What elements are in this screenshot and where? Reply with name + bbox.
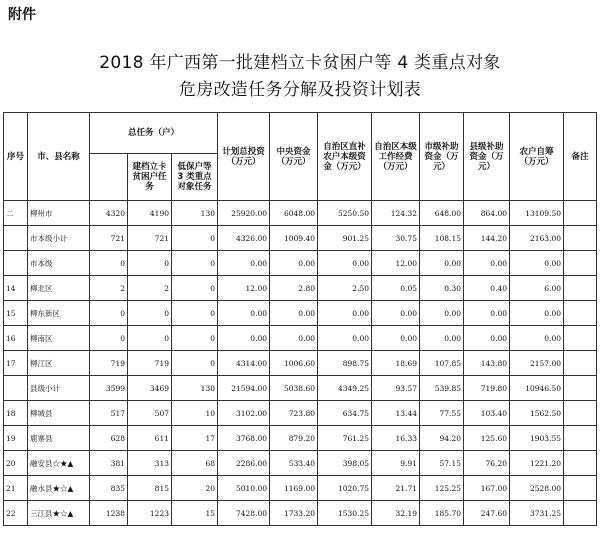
cell-city: 107.85: [420, 351, 464, 376]
cell-poor: 721: [128, 226, 172, 251]
header-remarks: 备注: [564, 113, 597, 201]
cell-invest: 12.00: [218, 276, 270, 301]
cell-central: 1006.60: [270, 351, 318, 376]
cell-county: 0.40: [464, 276, 510, 301]
cell-work: 12.00: [372, 251, 420, 276]
cell-note: [564, 426, 597, 451]
header-region-subsidy: 自治区直补农户本级资金（万元）: [318, 113, 372, 201]
cell-work: 0.00: [372, 326, 420, 351]
cell-central: 2.80: [270, 276, 318, 301]
cell-city: 185.70: [420, 501, 464, 526]
header-total-investment: 计划总投资（万元）: [218, 113, 270, 201]
cell-low: 10: [172, 401, 218, 426]
cell-total: 835: [90, 476, 128, 501]
cell-work: 93.57: [372, 376, 420, 401]
cell-invest: 4314.00: [218, 351, 270, 376]
cell-total: 0: [90, 301, 128, 326]
cell-name: 柳北区: [28, 276, 90, 301]
cell-region: 901.25: [318, 226, 372, 251]
cell-central: 1733.20: [270, 501, 318, 526]
document-title-line1: 2018 年广西第一批建档立卡贫困户等 4 类重点对象: [99, 53, 501, 73]
cell-work: 124.32: [372, 201, 420, 226]
cell-no: 16: [4, 326, 28, 351]
header-name: 市、县名称: [28, 113, 90, 201]
cell-self: 1903.55: [510, 426, 564, 451]
header-county-subsidy: 县级补助资金（万元）: [464, 113, 510, 201]
cell-no: 二: [4, 201, 28, 226]
cell-name: 市本级小计: [28, 226, 90, 251]
cell-invest: 0.00: [218, 301, 270, 326]
cell-work: 32.19: [372, 501, 420, 526]
cell-low: 0: [172, 276, 218, 301]
cell-low: 130: [172, 201, 218, 226]
cell-total: 1238: [90, 501, 128, 526]
header-total-sub: [90, 154, 128, 201]
cell-county: 0.00: [464, 251, 510, 276]
cell-name: 市本级: [28, 251, 90, 276]
cell-county: 103.40: [464, 401, 510, 426]
table-body: [4, 201, 597, 526]
cell-self: 13109.50: [510, 201, 564, 226]
table-row: [4, 201, 597, 226]
cell-no: 18: [4, 401, 28, 426]
cell-self: 0.00: [510, 301, 564, 326]
cell-central: 0.00: [270, 301, 318, 326]
cell-no: 15: [4, 301, 28, 326]
cell-low: 0: [172, 226, 218, 251]
cell-county: 719.80: [464, 376, 510, 401]
cell-poor: 719: [128, 351, 172, 376]
cell-poor: 0: [128, 301, 172, 326]
table-row: [4, 251, 597, 276]
cell-invest: 5010.00: [218, 476, 270, 501]
cell-invest: 3102.00: [218, 401, 270, 426]
cell-region: 5250.50: [318, 201, 372, 226]
table-row: [4, 326, 597, 351]
cell-total: 3599: [90, 376, 128, 401]
cell-central: 1169.00: [270, 476, 318, 501]
table-row: [4, 501, 597, 526]
cell-city: 648.00: [420, 201, 464, 226]
cell-region: 2.50: [318, 276, 372, 301]
cell-central: 6048.00: [270, 201, 318, 226]
cell-name: 柳城县: [28, 401, 90, 426]
cell-note: [564, 451, 597, 476]
cell-note: [564, 501, 597, 526]
cell-no: [4, 226, 28, 251]
cell-low: 68: [172, 451, 218, 476]
cell-county: 144.20: [464, 226, 510, 251]
header-poor-households: 建档立卡贫困户任务: [128, 154, 172, 201]
cell-poor: 4190: [128, 201, 172, 226]
cell-note: [564, 376, 597, 401]
cell-work: 0.05: [372, 276, 420, 301]
attachment-label: 附件: [8, 7, 36, 23]
cell-no: [4, 376, 28, 401]
cell-poor: 0: [128, 251, 172, 276]
cell-note: [564, 276, 597, 301]
cell-low: 15: [172, 501, 218, 526]
cell-name: 柳州市: [28, 201, 90, 226]
cell-city: 0.00: [420, 251, 464, 276]
cell-invest: 25920.00: [218, 201, 270, 226]
cell-invest: 3768.00: [218, 426, 270, 451]
cell-invest: 0.00: [218, 251, 270, 276]
cell-county: 864.00: [464, 201, 510, 226]
cell-region: 0.00: [318, 301, 372, 326]
table-row: [4, 351, 597, 376]
cell-total: 4320: [90, 201, 128, 226]
cell-total: 721: [90, 226, 128, 251]
cell-low: 0: [172, 251, 218, 276]
cell-central: 723.80: [270, 401, 318, 426]
cell-no: 19: [4, 426, 28, 451]
cell-city: 77.55: [420, 401, 464, 426]
table-row: [4, 276, 597, 301]
cell-total: 2: [90, 276, 128, 301]
cell-poor: 0: [128, 326, 172, 351]
cell-self: 1562.50: [510, 401, 564, 426]
header-total-task: 总任务（户）: [90, 113, 218, 154]
cell-note: [564, 226, 597, 251]
cell-central: 879.20: [270, 426, 318, 451]
cell-total: 0: [90, 326, 128, 351]
cell-work: 13.44: [372, 401, 420, 426]
cell-no: 14: [4, 276, 28, 301]
cell-note: [564, 201, 597, 226]
cell-work: 30.75: [372, 226, 420, 251]
cell-total: 517: [90, 401, 128, 426]
cell-name: 柳南区: [28, 326, 90, 351]
cell-region: 0.00: [318, 251, 372, 276]
table-row: [4, 301, 597, 326]
cell-work: 0.00: [372, 301, 420, 326]
document-title-line2: 危房改造任务分解及投资计划表: [178, 80, 422, 100]
table-row: [4, 426, 597, 451]
cell-note: [564, 401, 597, 426]
cell-central: 0.00: [270, 326, 318, 351]
cell-poor: 313: [128, 451, 172, 476]
cell-note: [564, 326, 597, 351]
cell-no: 17: [4, 351, 28, 376]
cell-self: 0.00: [510, 326, 564, 351]
table-row: [4, 376, 597, 401]
cell-note: [564, 251, 597, 276]
cell-name: 融水县★☆▲: [28, 476, 90, 501]
cell-no: 21: [4, 476, 28, 501]
table-row: [4, 451, 597, 476]
cell-low: 0: [172, 351, 218, 376]
cell-city: 0.30: [420, 276, 464, 301]
cell-self: 10946.50: [510, 376, 564, 401]
cell-poor: 815: [128, 476, 172, 501]
cell-region: 761.25: [318, 426, 372, 451]
cell-total: 719: [90, 351, 128, 376]
cell-invest: 7428.00: [218, 501, 270, 526]
investment-plan-table: [3, 112, 597, 526]
cell-poor: 611: [128, 426, 172, 451]
cell-name: 柳东新区: [28, 301, 90, 326]
cell-no: 22: [4, 501, 28, 526]
table-row: [4, 226, 597, 251]
cell-name: 鹿寨县: [28, 426, 90, 451]
table-row: [4, 401, 597, 426]
cell-total: 628: [90, 426, 128, 451]
header-no: 序号: [4, 113, 28, 201]
cell-self: 6.00: [510, 276, 564, 301]
cell-city: 539.85: [420, 376, 464, 401]
cell-total: 0: [90, 251, 128, 276]
cell-work: 21.71: [372, 476, 420, 501]
cell-poor: 1223: [128, 501, 172, 526]
cell-self: 0.00: [510, 251, 564, 276]
cell-name: 融安县☆★▲: [28, 451, 90, 476]
cell-region: 4349.25: [318, 376, 372, 401]
cell-low: 20: [172, 476, 218, 501]
cell-county: 0.00: [464, 301, 510, 326]
cell-region: 398.05: [318, 451, 372, 476]
cell-invest: 4326.00: [218, 226, 270, 251]
header-self-raised: 农户自筹（万元）: [510, 113, 564, 201]
cell-name: 县级小计: [28, 376, 90, 401]
cell-self: 2157.00: [510, 351, 564, 376]
cell-work: 18.69: [372, 351, 420, 376]
cell-low: 17: [172, 426, 218, 451]
cell-city: 94.20: [420, 426, 464, 451]
cell-central: 533.40: [270, 451, 318, 476]
cell-central: 5038.60: [270, 376, 318, 401]
cell-invest: 2286.00: [218, 451, 270, 476]
cell-no: 20: [4, 451, 28, 476]
header-low-income: 低保户等 3 类重点对象任务: [172, 154, 218, 201]
cell-invest: 21594.00: [218, 376, 270, 401]
cell-low: 0: [172, 301, 218, 326]
cell-county: 125.60: [464, 426, 510, 451]
cell-region: 898.75: [318, 351, 372, 376]
cell-self: 1221.20: [510, 451, 564, 476]
cell-city: 0.00: [420, 326, 464, 351]
cell-county: 0.00: [464, 326, 510, 351]
cell-note: [564, 476, 597, 501]
cell-name: 三江县★☆▲: [28, 501, 90, 526]
cell-region: 1020.75: [318, 476, 372, 501]
cell-self: 2528.00: [510, 476, 564, 501]
cell-county: 167.00: [464, 476, 510, 501]
cell-self: 3731.25: [510, 501, 564, 526]
cell-no: [4, 251, 28, 276]
cell-central: 0.00: [270, 251, 318, 276]
cell-work: 9.91: [372, 451, 420, 476]
cell-low: 130: [172, 376, 218, 401]
cell-note: [564, 301, 597, 326]
header-region-work-funds: 自治区本级工作经费（万元）: [372, 113, 420, 201]
cell-total: 381: [90, 451, 128, 476]
table-row: [4, 476, 597, 501]
cell-region: 0.00: [318, 326, 372, 351]
cell-low: 0: [172, 326, 218, 351]
cell-poor: 507: [128, 401, 172, 426]
cell-city: 108.15: [420, 226, 464, 251]
cell-central: 1009.40: [270, 226, 318, 251]
cell-city: 125.25: [420, 476, 464, 501]
cell-invest: 0.00: [218, 326, 270, 351]
cell-poor: 2: [128, 276, 172, 301]
cell-county: 143.80: [464, 351, 510, 376]
cell-work: 16.33: [372, 426, 420, 451]
header-central-funds: 中央资金（万元）: [270, 113, 318, 201]
cell-region: 1530.25: [318, 501, 372, 526]
cell-note: [564, 351, 597, 376]
cell-region: 634.75: [318, 401, 372, 426]
cell-county: 76.20: [464, 451, 510, 476]
cell-city: 0.00: [420, 301, 464, 326]
cell-county: 247.60: [464, 501, 510, 526]
header-city-subsidy: 市级补助资金（万元）: [420, 113, 464, 201]
cell-poor: 3469: [128, 376, 172, 401]
cell-self: 2163.00: [510, 226, 564, 251]
cell-city: 57.15: [420, 451, 464, 476]
cell-name: 柳江区: [28, 351, 90, 376]
